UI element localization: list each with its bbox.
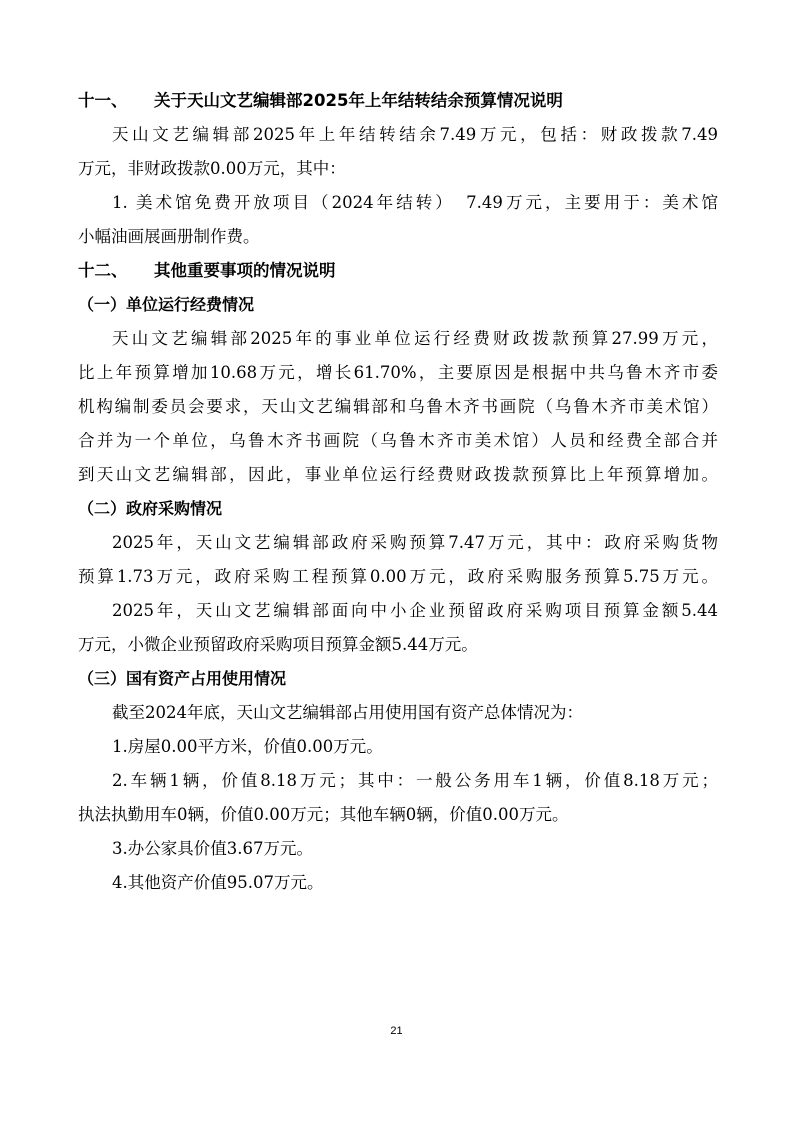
paragraph-line: 万元，非财政拨款0.00万元，其中： — [78, 159, 346, 178]
paragraph-line: 天山文艺编辑部2025年上年结转结余7.49万元，包括：财政拨款7.49 — [112, 125, 718, 144]
paragraph-line: 预算1.73万元，政府采购工程预算0.00万元，政府采购服务预算5.75万元。 — [78, 567, 718, 586]
section-11-heading — [78, 84, 718, 118]
paragraph-line: 机构编制委员会要求，天山文艺编辑部和乌鲁木齐书画院（乌鲁木齐市美术馆） — [78, 397, 718, 416]
asset-item-2: 2.车辆1辆，价值8.18万元；其中：一般公务用车1辆，价值8.18万元； — [112, 771, 718, 790]
subsection-2-heading: （二）政府采购情况 — [78, 499, 223, 518]
subsection-3-heading: （三）国有资产占用使用情况 — [78, 669, 287, 688]
section-12-number: 十二、 — [78, 261, 128, 280]
section-11-number: 十一、 — [78, 91, 128, 110]
section-12-title: 其他重要事项的情况说明 — [154, 261, 336, 280]
asset-item-4: 4.其他资产价值95.07万元。 — [112, 873, 324, 892]
paragraph-line: 1. 美术馆免费开放项目（2024年结转） 7.49万元，主要用于：美术馆 — [112, 193, 718, 212]
asset-item-1: 1.房屋0.00平方米，价值0.00万元。 — [112, 737, 383, 756]
paragraph-line: 合并为一个单位，乌鲁木齐书画院（乌鲁木齐市美术馆）人员和经费全部合并 — [78, 431, 718, 450]
paragraph-line: 天山文艺编辑部2025年的事业单位运行经费财政拨款预算27.99万元， — [112, 329, 718, 348]
paragraph-line: 小幅油画展画册制作费。 — [78, 227, 260, 246]
asset-item-3: 3.办公家具价值3.67万元。 — [112, 839, 313, 858]
page-number: 21 — [390, 1025, 403, 1037]
paragraph-line: 2025年，天山文艺编辑部面向中小企业预留政府采购项目预算金额5.44 — [112, 601, 718, 620]
subsection-1-heading: （一）单位运行经费情况 — [78, 295, 255, 314]
paragraph-line: 截至2024年底，天山文艺编辑部占用使用国有资产总体情况为： — [112, 703, 583, 722]
paragraph-line: 到天山文艺编辑部，因此，事业单位运行经费财政拨款预算比上年预算增加。 — [78, 465, 718, 484]
page-content — [78, 84, 718, 900]
paragraph-line: 万元，小微企业预留政府采购项目预算金额5.44万元。 — [78, 635, 478, 654]
asset-item-2-continued: 执法执勤用车0辆，价值0.00万元；其他车辆0辆，价值0.00万元。 — [78, 805, 569, 824]
section-11-title: 关于天山文艺编辑部2025年上年结转结余预算情况说明 — [154, 91, 563, 110]
paragraph-line: 2025年，天山文艺编辑部政府采购预算7.47万元，其中：政府采购货物 — [112, 533, 718, 552]
section-12-heading — [78, 254, 718, 288]
paragraph-line: 比上年预算增加10.68万元，增长61.70%，主要原因是根据中共乌鲁木齐市委 — [78, 363, 718, 382]
